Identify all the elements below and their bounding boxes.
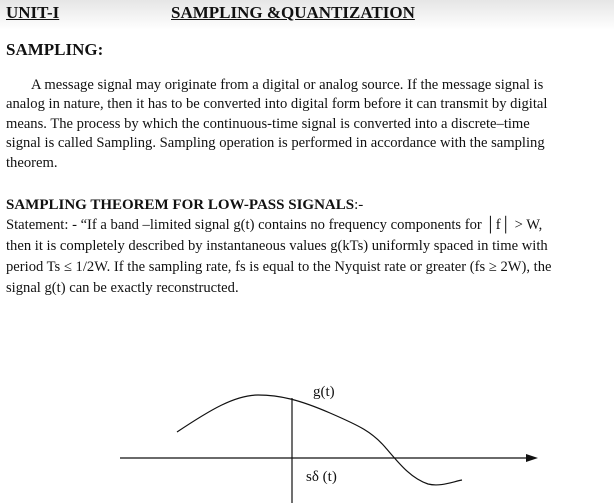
page-title: SAMPLING &QUANTIZATION <box>171 3 415 22</box>
paragraph-line: A message signal may originate from a digital or analog source. If the message signal is <box>31 77 544 93</box>
statement-line: period Ts ≤ 1/2W. If the sampling rate, fs is equal to the Nyquist rate or greater (fs ≥ 2W), the <box>6 259 552 275</box>
paragraph-line: theorem. <box>6 154 58 171</box>
paragraph-line: means. The process by which the continuous-time signal is converted into a discrete–time <box>6 115 530 132</box>
paragraph-line: signal is called Sampling. Sampling operation is performed in accordance with the sampling <box>6 135 545 152</box>
statement-line: signal g(t) can be exactly reconstructed. <box>6 280 239 296</box>
axis-arrowhead-icon <box>526 454 538 462</box>
statement-line: Statement: - “If a band –limited signal g(t) contains no frequency components for │f│ > W, <box>6 217 543 233</box>
sampling-function-label: sδ (t) <box>306 469 337 485</box>
statement-line: then it is completely described by instantaneous values g(kTs) uniformly spaced in time with <box>6 238 548 254</box>
theorem-heading-text: SAMPLING THEOREM FOR LOW-PASS SIGNALS <box>6 197 355 213</box>
signal-label: g(t) <box>313 384 335 400</box>
theorem-heading-suffix: :- <box>354 197 364 213</box>
unit-label: UNIT-I <box>6 3 60 22</box>
paragraph-line: analog in nature, then it has to be converted into digital form before it can transmit by digital <box>6 96 548 113</box>
section-heading-sampling: SAMPLING: <box>6 40 104 59</box>
